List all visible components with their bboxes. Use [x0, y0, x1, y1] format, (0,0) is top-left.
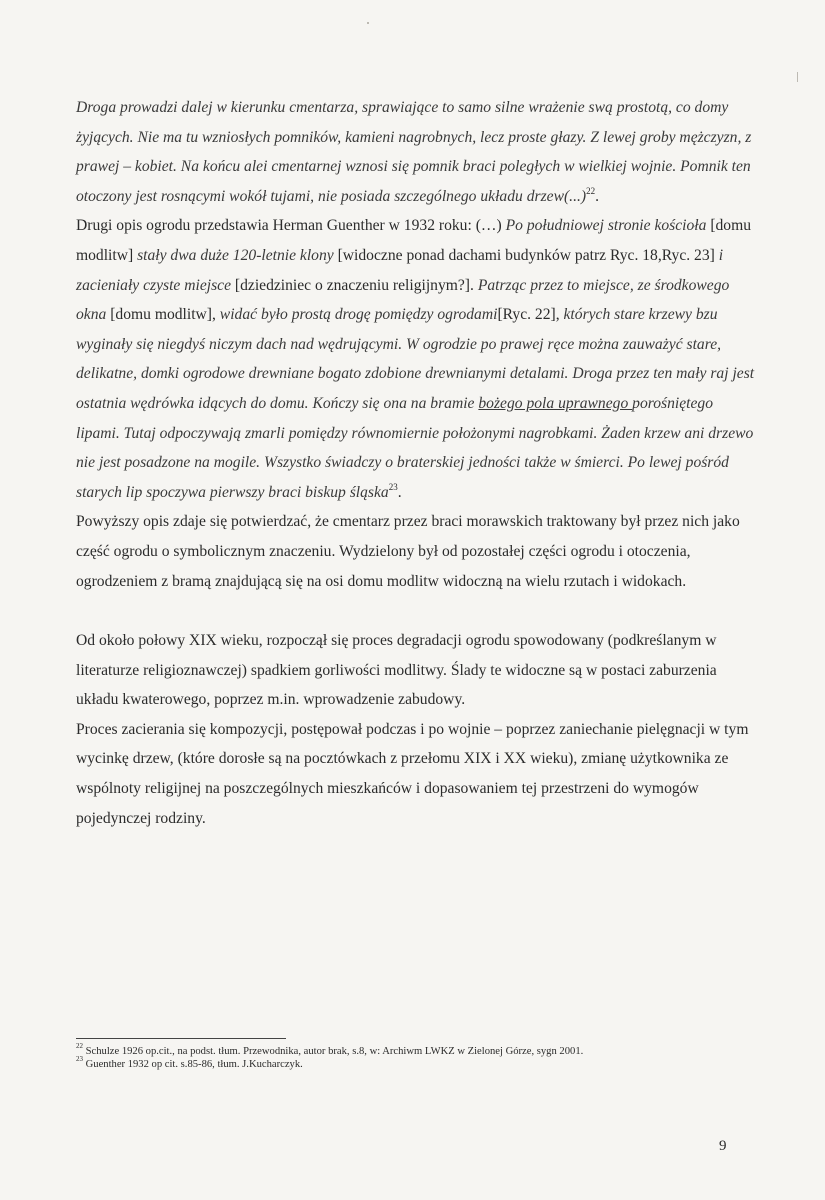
- body-text: [76, 93, 756, 833]
- footnote-22: $^{22}$ Schulze 1926 op.cit., na podst. tłum. Przewodnika, autor brak, s.8, w: Archiwm LWKZ w Zielonej Górze, sygn 2001.: [76, 1042, 584, 1057]
- page-number: 9: [719, 1138, 727, 1154]
- scan-speck: [797, 72, 798, 82]
- footnote-ref-22[interactable]: 22: [586, 185, 596, 196]
- underlined-phrase: bożego pola uprawnego: [478, 394, 633, 412]
- paragraph-quote-schulze: Droga prowadzi dalej w kierunku cmentarza, sprawiające to samo silne wrażenie swą prostotą, co domy żyjących. Nie ma tu wzniosłych pomników, kamieni nagrobnych, lecz proste głazy. Z lewej groby mężczyzn, z prawej – kobiet. Na końcu alei cmentarnej wznosi się pomnik braci poległych w wielkiej wojnie. Pomnik ten otoczony jest rosnącymi wokół tujami, nie posiada szczególnego układu drzew(...)$^{22}$.: [76, 99, 752, 205]
- quote-text: Droga prowadzi dalej w kierunku cmentarza, sprawiające to samo silne wrażenie swą prostotą, co domy żyjących. Nie ma tu wzniosłych pomników, kamieni nagrobnych, lecz proste głazy. Z lewej groby mężczyzn, z prawej – kobiet. Na końcu alei cmentarnej wznosi się pomnik braci poległych w wielkiej wojnie. Pomnik ten otoczony jest rosnącymi wokół tujami, nie posiada szczególnego układu drzew(...): [76, 99, 752, 205]
- paragraph-gap: [76, 596, 756, 626]
- paragraph-composition: Proces zacierania się kompozycji, postępował podczas i po wojnie – poprzez zaniechanie pielęgnacji w tym wycinkę drzew, (które dorosłe są na pocztówkach z przełomu XIX i XX wieku), zmianę użytkownika ze wspólnoty religijnej na poszczególnych mieszkańców i dopasowaniem tej przestrzeni do wymogów pojedynczej rodziny.: [76, 720, 749, 827]
- scan-speck: [367, 22, 369, 24]
- footnote-ref-23[interactable]: 23: [388, 481, 398, 492]
- paragraph-degradation: Od około połowy XIX wieku, rozpoczął się proces degradacji ogrodu spowodowany (podkreślanym w literaturze religioznawczej) spadkiem gorliwości modlitwy. Ślady te widoczne są w postaci zaburzenia układu kwaterowego, poprzez m.in. wprowadzenie zabudowy.: [76, 632, 717, 709]
- paragraph-quote-guenther: Drugi opis ogrodu przedstawia Herman Guenther w 1932 roku: (…) Po południowej stronie kościoła [domu modlitw] stały dwa duże 120-letnie klony [widoczne ponad dachami budynków patrz Ryc. 18,Ryc. 23] i zacieniały czyste miejsce [dziedziniec o znaczeniu religijnym?]. Patrząc przez to miejsce, ze środkowego okna [domu modlitw], widać było prostą drogę pomiędzy ogrodami[Ryc. 22], których stare krzewy bzu wyginały się niegdyś niczym dach nad wędrującymi. W ogrodzie po prawej ręce można zauważyć stare, delikatne, domki ogrodowe drewniane bogato zdobione drewnianymi detalami. Droga przez ten mały raj jest ostatnia wędrówka idących do domu. Kończy się ona na bramie bożego pola uprawnego porośniętego lipami. Tutaj odpoczywają zmarli pomiędzy równomiernie położonymi nagrobkami. Żaden krzew ani drzewo nie jest posadzone na mogile. Wszystko świadczy o braterskiej jedności także w śmierci. Po lewej pośród starych lip spoczywa pierwszy braci biskup śląska$^{23}$.: [76, 217, 755, 501]
- footnote-divider: [76, 1038, 286, 1039]
- footnote-23: $^{23}$ Guenther 1932 op cit. s.85-86, tłum. J.Kucharczyk.: [76, 1054, 303, 1070]
- paragraph-commentary: Powyższy opis zdaje się potwierdzać, że cmentarz przez braci morawskich traktowany był przez nich jako część ogrodu o symbolicznym znaczeniu. Wydzielony był od pozostałej części ogrodu i otoczenia, ogrodzeniem z bramą znajdującą się na osi domu modlitw widoczną na wielu rzutach i widokach.: [76, 513, 740, 590]
- footnotes: [76, 1042, 756, 1071]
